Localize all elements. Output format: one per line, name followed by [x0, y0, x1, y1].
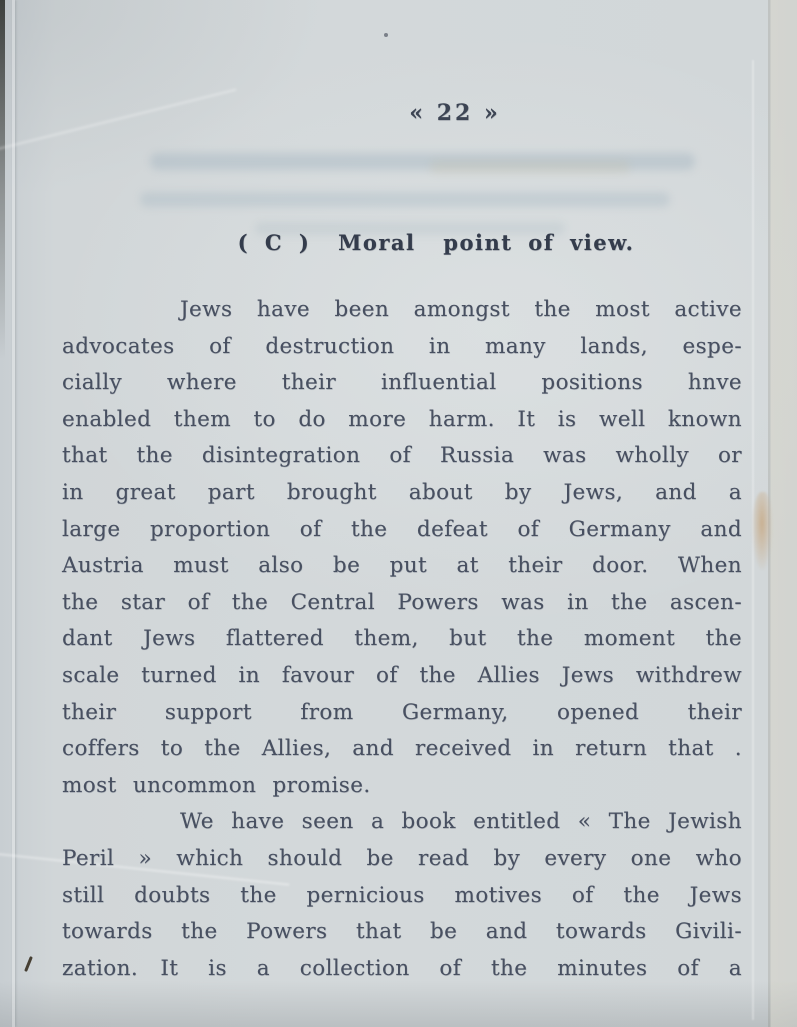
text-line: Austria must also be put at their door. When [62, 553, 742, 579]
page-right-edge [768, 0, 797, 1027]
page-number: « 22 » [409, 100, 501, 126]
top-left-crease-line [0, 89, 236, 154]
text-line: zation. It is a collection of the minutes of a [62, 955, 742, 981]
text-line: coffers to the Allies, and received in return that . [62, 736, 742, 762]
text-line: scale turned in favour of the Allies Jews withdrew [62, 662, 742, 688]
body-text [62, 292, 742, 987]
paragraph [62, 804, 742, 987]
paper-damage-spot [752, 492, 772, 570]
pen-mark [24, 956, 33, 972]
ink-speck [384, 33, 388, 37]
text-line: most uncommon promise. [62, 772, 371, 798]
text-line: still doubts the pernicious motives of the Jews [62, 882, 742, 908]
text-line: their support from Germany, opened their [62, 699, 742, 725]
text-line: that the disintegration of Russia was wholly or [62, 443, 742, 469]
left-crease-line [12, 0, 15, 1027]
showthrough-text-line [430, 160, 630, 174]
text-line: dant Jews flattered them, but the moment the [62, 626, 742, 652]
text-line: advocates of destruction in many lands, espe- [62, 333, 742, 359]
paragraph [62, 292, 742, 804]
text-line: cially where their influential positions hnve [62, 370, 742, 396]
text-line: the star of the Central Powers was in the ascen- [62, 589, 742, 615]
text-line: enabled them to do more harm. It is well known [62, 406, 742, 432]
text-line: We have seen a book entitled « The Jewish [180, 809, 742, 835]
showthrough-text-line [140, 192, 670, 207]
section-heading: ( C ) Moral point of view. [237, 230, 635, 255]
text-line: Jews have been amongst the most active [180, 297, 742, 322]
text-line: Peril » which should be read by every one who [62, 845, 742, 871]
text-line: towards the Powers that be and towards Givili- [62, 919, 742, 945]
text-line: large proportion of the defeat of Germany and [62, 516, 742, 542]
page-left-dark-edge [0, 0, 5, 360]
text-line: in great part brought about by Jews, and a [62, 479, 742, 505]
